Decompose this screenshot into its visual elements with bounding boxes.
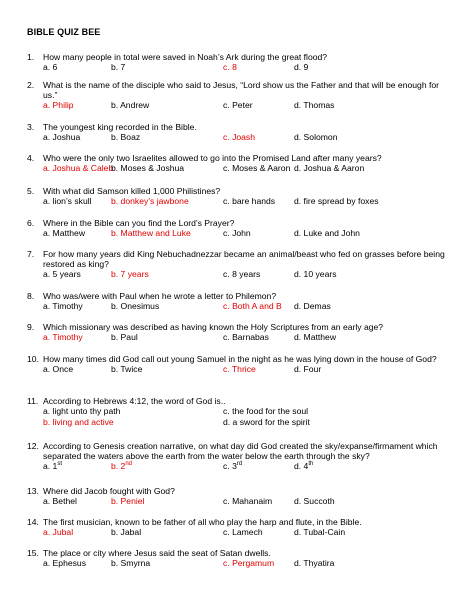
answer-option-text: c. Both A and B [223, 301, 282, 312]
answer-option-text: b. Moses & Joshua [111, 163, 185, 174]
answer-option-text: c. bare hands [223, 196, 276, 207]
answer-option-text: c. Mahanaim [223, 496, 273, 507]
answer-option-text: d. Luke and John [294, 228, 360, 239]
answer-option-text: a. Joshua [43, 132, 81, 143]
answer-option [294, 196, 379, 206]
answer-option [294, 364, 321, 374]
question-item [27, 186, 452, 207]
answer-option [223, 461, 242, 471]
question-row [27, 548, 452, 558]
answer-option [43, 196, 92, 206]
answer-option [223, 163, 290, 173]
question-row [27, 441, 452, 461]
question-number: 14. [27, 517, 39, 527]
answer-option [111, 364, 142, 374]
question-number: 5. [27, 186, 35, 196]
answer-option-text: d. Thomas [294, 100, 335, 111]
answer-option [294, 269, 337, 279]
answer-option-text: d. Succoth [294, 496, 335, 507]
question-number: 9. [27, 322, 35, 332]
answer-option-text: c. 8 [223, 62, 237, 73]
answer-options [43, 196, 452, 207]
answer-option-text: d. 4 [294, 461, 309, 472]
answer-option-text: c. Moses & Aaron [223, 163, 291, 174]
question-item [27, 396, 452, 428]
answer-option [294, 332, 336, 342]
answer-option-correct [223, 364, 256, 374]
answer-option-text: a. Once [43, 364, 74, 375]
answer-options [43, 332, 452, 343]
answer-option-text: d. Demas [294, 301, 331, 312]
question-row [27, 52, 452, 62]
answer-option-text: d. 9 [294, 62, 309, 73]
answer-option [294, 228, 360, 238]
question-row [27, 291, 452, 301]
answer-option-text: a. 1 [43, 461, 58, 472]
answer-option-text: b. donkey’s jawbone [111, 196, 189, 207]
answer-option-text: b. Peniel [111, 496, 145, 507]
question-text: How many people in total were saved in Noah’s Ark during the great flood? [43, 52, 328, 62]
question-row [27, 396, 452, 406]
answer-option [43, 364, 73, 374]
answer-options-row [43, 406, 452, 417]
answer-option [111, 332, 138, 342]
answer-option [294, 527, 345, 537]
answer-option [43, 558, 86, 568]
question-item [27, 486, 452, 507]
question-row [27, 80, 452, 100]
answer-option [43, 269, 81, 279]
question-text: Where in the Bible can you find the Lord’s Prayer? [43, 218, 235, 228]
answer-option-text: c. 8 years [223, 269, 261, 280]
question-text: Who was/were with Paul when he wrote a letter to Philemon? [43, 291, 277, 301]
question-text: The first musician, known to be father of all who play the harp and flute, in the Bible. [43, 517, 362, 527]
answer-option [294, 100, 334, 110]
answer-options [43, 269, 452, 280]
answer-option-correct [43, 332, 83, 342]
answer-option-text: d. Thyatira [294, 558, 335, 569]
answer-options [43, 527, 452, 538]
answer-option-text: d. 10 years [294, 269, 337, 280]
answer-options [43, 301, 452, 312]
answer-option-text: a. light unto thy path [43, 406, 121, 417]
answer-option [223, 417, 310, 427]
answer-option [111, 527, 141, 537]
question-text: For how many years did King Nebuchadnezzar became an animal/beast who fed on grasses before being restored as king? [43, 249, 445, 270]
answer-option-text: d. Solomon [294, 132, 338, 143]
answer-option [111, 100, 149, 110]
answer-option-text: b. Twice [111, 364, 143, 375]
answer-option-text: b. 7 years [111, 269, 149, 280]
question-text: Who were the only two Israelites allowed to go into the Promised Land after many years? [43, 153, 382, 163]
answer-option-text: b. 2 [111, 461, 126, 472]
question-item [27, 354, 452, 375]
answer-option [294, 62, 308, 72]
question-number: 12. [27, 441, 39, 451]
answer-option [43, 301, 83, 311]
answer-option-text: d. Joshua & Aaron [294, 163, 365, 174]
ordinal-suffix: nd [125, 461, 133, 468]
answer-options [43, 364, 452, 375]
question-text: With what did Samson killed 1,000 Philistines? [43, 186, 221, 196]
question-item [27, 322, 452, 343]
answer-option-correct [111, 461, 132, 471]
answer-option-text: c. Peter [223, 100, 253, 111]
question-row [27, 153, 452, 163]
question-number: 1. [27, 52, 35, 62]
answer-option-text: b. Matthew and Luke [111, 228, 191, 239]
answer-option-correct [43, 100, 74, 110]
answer-option [223, 527, 263, 537]
question-number: 2. [27, 80, 35, 90]
question-number: 13. [27, 486, 39, 496]
answer-option-text: a. Philip [43, 100, 74, 111]
question-number: 6. [27, 218, 35, 228]
answer-option-text: a. Timothy [43, 332, 83, 343]
answer-option-text: d. fire spread by foxes [294, 196, 379, 207]
answer-option-text: b. Andrew [111, 100, 150, 111]
answer-option [223, 496, 272, 506]
answer-option [43, 62, 57, 72]
question-text: According to Genesis creation narrative, on what day did God created the sky/expanse/firmament which separated the waters above the earth from the water below the earth through the sky? [43, 441, 438, 462]
answer-option-text: a. Timothy [43, 301, 83, 312]
answer-options [43, 132, 452, 143]
answer-option-text: a. lion’s skull [43, 196, 92, 207]
answer-option-correct [111, 196, 189, 206]
question-row [27, 218, 452, 228]
answer-options [43, 461, 452, 472]
answer-option-correct [111, 228, 191, 238]
question-row [27, 122, 452, 132]
question-item [27, 548, 452, 569]
answer-option [43, 496, 77, 506]
question-row [27, 249, 452, 269]
answer-option [294, 461, 313, 471]
answer-option-correct [223, 558, 274, 568]
question-row [27, 354, 452, 364]
answer-option-text: c. 3 [223, 461, 237, 472]
question-number: 3. [27, 122, 35, 132]
answer-option-text: a. Matthew [43, 228, 86, 239]
question-item [27, 218, 452, 239]
question-item [27, 291, 452, 312]
answer-options [43, 62, 452, 73]
answer-option [294, 496, 335, 506]
question-number: 7. [27, 249, 35, 259]
answer-option-text: a. Jubal [43, 527, 74, 538]
answer-option-text: b. Paul [111, 332, 138, 343]
question-item [27, 153, 452, 174]
answer-option-correct [223, 62, 237, 72]
answer-option [43, 461, 62, 471]
answer-option-text: c. Lamech [223, 527, 263, 538]
answer-option [294, 163, 364, 173]
answer-option [43, 228, 85, 238]
answer-option-correct [111, 269, 149, 279]
document-title: BIBLE QUIZ BEE [27, 27, 101, 37]
answer-options [43, 558, 452, 569]
question-item [27, 52, 452, 73]
ordinal-suffix: rd [236, 461, 243, 468]
answer-option-correct [223, 301, 282, 311]
answer-option-text: d. a sword for the spirit [223, 417, 310, 428]
answer-option [111, 558, 150, 568]
ordinal-suffix: st [57, 461, 63, 468]
answer-option [223, 100, 253, 110]
answer-option-correct [223, 132, 255, 142]
answer-options [43, 100, 452, 111]
answer-option-correct [43, 417, 114, 427]
question-number: 4. [27, 153, 35, 163]
answer-options-row [43, 417, 452, 428]
question-text: How many times did God call out young Samuel in the night as he was lying down in the house of God? [43, 354, 437, 364]
answer-option-text: a. Bethel [43, 496, 77, 507]
question-item [27, 122, 452, 143]
answer-options [43, 228, 452, 239]
question-row [27, 186, 452, 196]
answer-option-text: c. John [223, 228, 251, 239]
answer-option [111, 62, 125, 72]
question-row [27, 322, 452, 332]
answer-option-correct [43, 163, 113, 173]
answer-option [43, 406, 120, 416]
question-row [27, 486, 452, 496]
answer-option-text: d. Matthew [294, 332, 337, 343]
question-text: According to Hebrews 4:12, the word of God is.. [43, 396, 226, 406]
question-number: 8. [27, 291, 35, 301]
question-text: Which missionary was described as having known the Holy Scriptures from an early age? [43, 322, 384, 332]
answer-option-correct [43, 527, 73, 537]
question-item [27, 80, 452, 111]
question-text: What is the name of the disciple who said to Jesus, “Lord show us the Father and that will be enough for us.” [43, 80, 440, 101]
answer-option [43, 132, 80, 142]
question-number: 15. [27, 548, 39, 558]
answer-options [43, 496, 452, 507]
question-text: Where did Jacob fought with God? [43, 486, 175, 496]
question-row [27, 517, 452, 527]
answer-option-text: b. Onesimus [111, 301, 160, 312]
answer-option-text: a. Ephesus [43, 558, 86, 569]
answer-option-text: b. living and active [43, 417, 114, 428]
answer-option-correct [111, 496, 144, 506]
answer-option-text: c. Barnabas [223, 332, 269, 343]
question-item [27, 517, 452, 538]
answer-option [111, 163, 184, 173]
answer-option-text: d. Four [294, 364, 322, 375]
answer-option [111, 301, 159, 311]
answer-option [223, 269, 260, 279]
answer-option-text: b. 7 [111, 62, 126, 73]
answer-option-text: a. 5 years [43, 269, 81, 280]
answer-option-text: b. Jabal [111, 527, 142, 538]
answer-option-text: c. the food for the soul [223, 406, 309, 417]
question-item [27, 441, 452, 472]
answer-option-text: a. Joshua & Caleb [43, 163, 114, 174]
answer-option-text: c. Pergamum [223, 558, 275, 569]
answer-option [111, 132, 140, 142]
answer-options [43, 163, 452, 174]
answer-option [294, 132, 337, 142]
answer-option [223, 406, 308, 416]
answer-option-text: b. Boaz [111, 132, 141, 143]
ordinal-suffix: th [308, 461, 314, 468]
answer-option [294, 301, 331, 311]
answer-option [223, 332, 269, 342]
question-item [27, 249, 452, 280]
answer-option-text: d. Tubal-Cain [294, 527, 346, 538]
answer-option-text: c. Joash [223, 132, 256, 143]
question-text: The place or city where Jesus said the seat of Satan dwells. [43, 548, 271, 558]
answer-option [294, 558, 334, 568]
answer-option-text: c. Thrice [223, 364, 256, 375]
question-number: 10. [27, 354, 39, 364]
answer-option-text: b. Smyrna [111, 558, 151, 569]
answer-option [223, 196, 275, 206]
answer-option-text: a. 6 [43, 62, 58, 73]
question-text: The youngest king recorded in the Bible. [43, 122, 197, 132]
question-number: 11. [27, 396, 39, 406]
answer-option [223, 228, 251, 238]
